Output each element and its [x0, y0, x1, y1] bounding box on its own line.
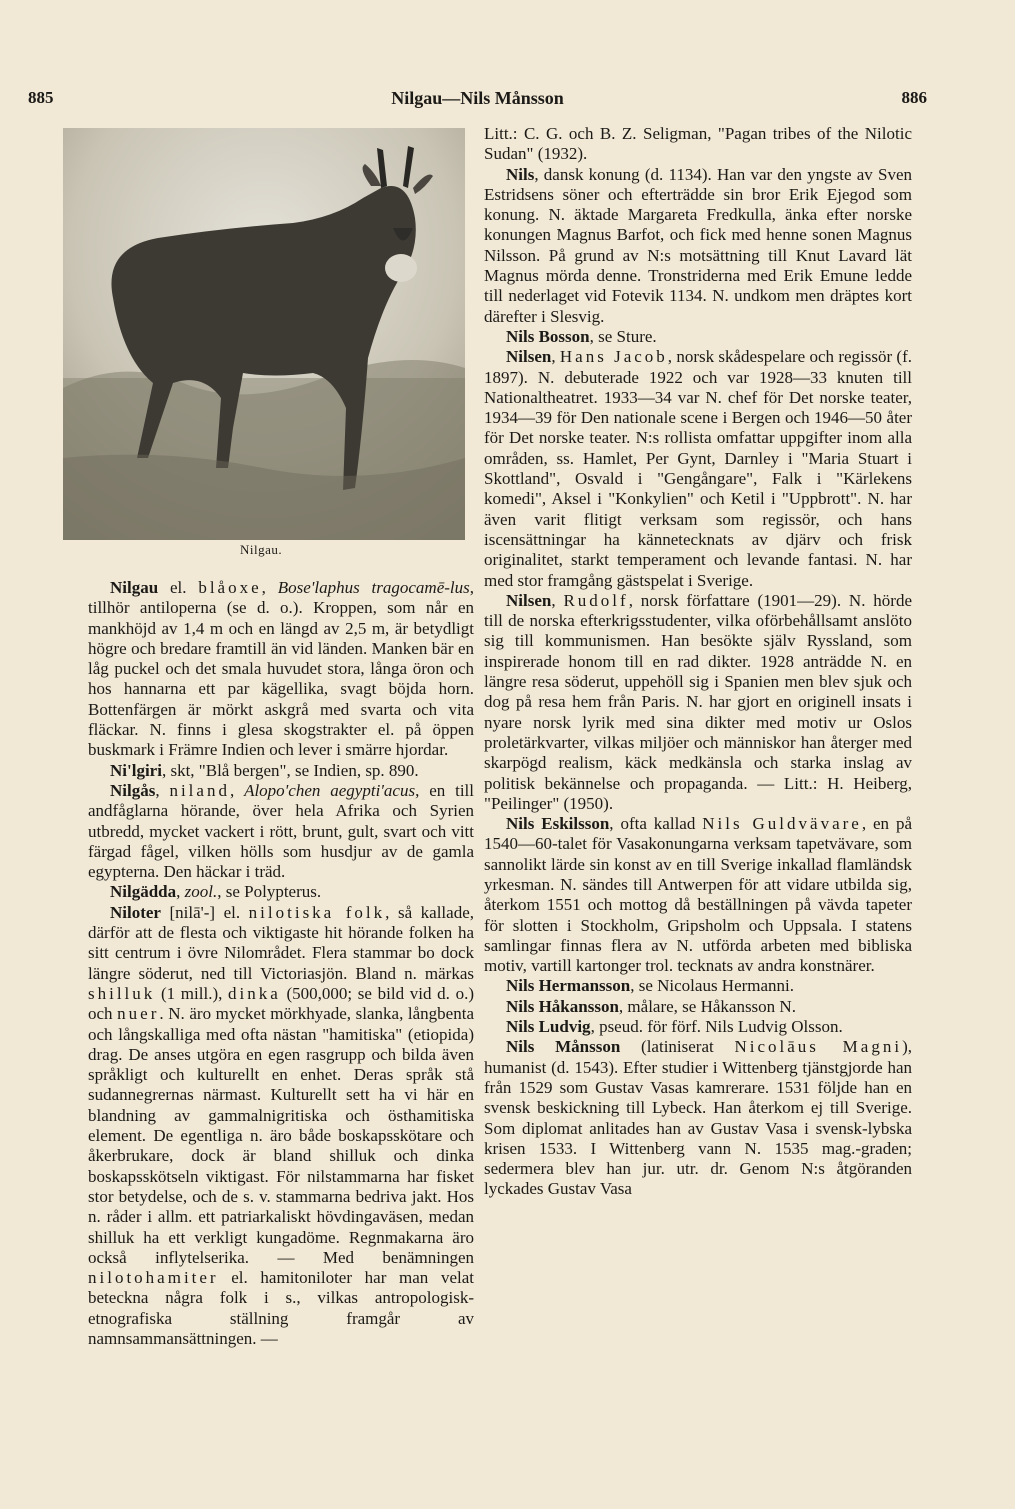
entry-text: , norsk skådespelare och regissör (f. 1897). N. debuterade 1922 och var 1928—33 knuten till Nationaltheatret. 1933—34 var N. chef för Det norske teater, 1934—39 för Den nationale scene i Bergen och 1946—50 åter för Det norske teater. N:s rollista omfattar uppgifter inom alla områden, ss. Hamlet, Per Gynt, Darnley i "Maria Stuart i Skottland", Osvald i "Gengångare", Falk i "Kärlekens komedi", Aksel i "Konkylien" och Ketil i "Uppbrott". N. har även varit flitigt verksam som regissör, och hans iscensättningar ha kännetecknats av djärv och frisk originalitet, starkt temperament och levande fantasi. N. har med stor framgång gästspelat i Sverige. — [484, 347, 912, 590]
entry-text: niland — [169, 780, 230, 800]
article-entry — [484, 976, 912, 996]
entry-headword: Nils Bosson — [506, 326, 590, 346]
entry-headword: Nilsen — [506, 590, 552, 610]
article-entry — [484, 327, 912, 347]
page-number-right: 886 — [901, 88, 927, 107]
entry-text: , — [155, 780, 170, 800]
article-entry — [484, 124, 912, 165]
page-title: Nilgau—Nils Månsson — [391, 88, 564, 108]
entry-text: , skt, "Blå bergen", se Indien, sp. 890. — [161, 760, 419, 780]
entry-text: zool. — [184, 882, 218, 902]
entry-text: , se Nicolaus Hermanni. — [630, 976, 795, 996]
entry-text: , en till andfåglarna hörande, över hela Afrika och Syrien utbredd, mycket vackert i rött, brunt, gult, svart och vitt färgad fågel, vilken hölls som husdjur av de gamla egypterna. Den häckar i träd. — [88, 780, 474, 882]
entry-text: , — [551, 347, 560, 367]
article-entry — [88, 761, 474, 781]
figure-caption: Nilgau. — [240, 542, 283, 557]
entry-headword: Nils Håkansson — [506, 996, 619, 1016]
entry-text: el. hamitoniloter har man velat beteckna några folk i s., vilkas antropologisk-etnografiska ställning framgår av namnsammansättningen. — — [88, 1268, 474, 1348]
article-entry — [484, 347, 912, 591]
entry-text: ), humanist (d. 1543). Efter studier i Wittenberg tjänstgjorde han från 1529 som Gustav Vasas kamrerare. 1531 följde han en svensk beskickning till Lybeck. Han återkom ej till Sverige. Som diplomat anlitades han av Gustav Vasa i svensk-lybska krisen 1533. I Wittenberg vann N. 1535 mag.-graden; sedermera blev han jur. utr. dr. Genom N:s åtgöranden lyckades Gustav Vasa — [484, 1037, 912, 1199]
article-entry — [484, 165, 912, 327]
article-entry — [88, 903, 474, 1350]
nilgau-photo — [63, 128, 465, 540]
entry-text: , norsk författare (1901—29). N. hörde till de norska efterkrigsstudenter, vilka oförbehållsamt anslöto sig till kommunismen. Han besökte själv Ryssland, som inspirerade honom till en rad dikter. 1928 anträdde N. en längre resa söderut, uppehöll sig i Spanien men blev sjuk och dog på resa hem från Paris. N. har gjort en originell insats i nyare norsk lyrik med sina dikter med motiv ur Oslos proletärkvarter, vilkas miljöer och människor han återger med skarpögd realism, käck medkänsla och starka inslag av politisk bekännelse och propaganda. — Litt.: H. Heiberg, "Peilinger" (1950). — [484, 590, 913, 813]
entry-headword: Nils Ludvig — [506, 1017, 591, 1037]
entry-text: , — [176, 882, 185, 902]
article-entry — [484, 591, 912, 814]
entry-headword: Nilgås — [110, 780, 156, 800]
entry-text: Alopo'chen aegypti'acus — [244, 780, 416, 800]
article-entry — [88, 578, 474, 761]
entry-text: [nilā'-] el. — [160, 902, 249, 922]
entry-text: nuer — [117, 1004, 160, 1024]
right-column — [484, 124, 912, 1200]
entry-headword: Nils Hermansson — [506, 976, 631, 996]
entry-text: blåoxe — [198, 578, 262, 597]
article-entry — [88, 781, 474, 882]
entry-text: , ofta kallad — [609, 814, 703, 834]
article-entry — [484, 814, 912, 976]
entry-text: , tillhör antiloperna (se d. o.). Kroppen, som når en mankhöjd av 1,4 m och en längd av 2,5 m, är betydligt högre och bredare framtill än vid länden. Manken bär en låg puckel och det smala huvudet stora, långa öron och hos hannarna ett par kägellika, svagt böjda horn. Bottenfärgen är mörkt askgrå med svarta och vita fläckar. N. finns i glesa skogstrakter el. på öppen buskmark i Främre Indien och lever i smärre hjordar. — [88, 578, 474, 760]
entry-text: (latiniserat — [620, 1037, 735, 1057]
entry-text: Rudolf — [563, 590, 629, 610]
entry-text: Nicolāus Magni — [734, 1037, 903, 1057]
entry-text: shilluk — [88, 983, 156, 1003]
entry-text: , en på 1540—60-talet för Vasakonungarna verksam tapetvävare, som sannolikt lärde sin konst av en till Sverige inkallad flamländsk yrkesman. N. sändes till Antwerpen för att vidare utbilda sig, återkom 1551 och mottog då beställningen på vävda tapeter för slotten i Stockholm, Gripsholm och Uppsala. I statens samlingar finnas flera av N. utförda arbeten med bibliska motiv, vartill kartonger trol. tecknats av andra konstnärer. — [484, 814, 912, 976]
entry-text: , se Sture. — [589, 326, 657, 346]
entry-text: , pseud. för förf. Nils Ludvig Olsson. — [590, 1017, 843, 1037]
entry-text: . N. äro mycket mörkhyade, slanka, långbenta och långskalliga med ofta nästan "hamitiska" (etiopida) drag. De anses utgöra en egen rasgrupp och bilda även språkligt och kulturellt en enhet. Deras språk stå sudannegrernas närmast. Kulturellt sett ha vi här en blandning av gammalnigritiska och östhamitiska element. De egentliga n. äro både boskapsskötare och åkerbrukare, dock är bland shilluk och dinka boskapsskötseln viktigast. För nilstammarna har fisket stor betydelse, och de s. v. stammarna bedriva jakt. Hos n. råder i allm. ett patriarkaliskt hövdingaväsen, medan shilluk ha ett verkligt kungadöme. Regnmakarna äro också inflytelserika. — Med benämningen — [88, 1004, 474, 1267]
article-entry — [484, 1037, 912, 1199]
entry-text: dinka — [228, 983, 281, 1003]
left-column — [88, 578, 474, 1349]
entry-text: nilotiska folk — [248, 902, 386, 922]
article-entry — [484, 1017, 912, 1037]
entry-text: , se Polypterus. — [217, 882, 322, 902]
entry-headword: Nilgädda — [110, 882, 177, 902]
entry-text: el. — [158, 578, 199, 597]
entry-text: , så kallade, därför att de flesta och viktigaste hit hörande folken ha sitt centrum i övre Nilområdet. Flera stammar bo dock längre söderut, ned till Victoriasjön. Bland n. märkas — [88, 902, 474, 983]
entry-text: Nils Guldvävare — [702, 814, 862, 834]
nilgau-antelope-illustration — [63, 128, 465, 540]
article-entry — [88, 882, 474, 902]
entry-headword: Nilgau — [110, 578, 159, 597]
page-header — [28, 88, 927, 118]
entry-headword: Nils Månsson — [506, 1037, 621, 1057]
entry-headword: Nilsen — [506, 347, 552, 367]
article-entry — [484, 997, 912, 1017]
entry-text: nilotohamiter — [88, 1268, 219, 1288]
entry-text: Litt.: C. G. och B. Z. Seligman, "Pagan tribes of the Nilotic Sudan" (1932). — [484, 124, 912, 164]
entry-text: , — [551, 590, 564, 610]
entry-text: , målare, se Håkansson N. — [618, 996, 796, 1016]
entry-text: (1 mill.), — [155, 983, 229, 1003]
entry-headword: Niloter — [110, 902, 161, 922]
entry-headword: Nils Eskilsson — [506, 814, 610, 834]
entry-text: Bose'laphus tragocamē-lus — [277, 578, 470, 597]
entry-text: (500,000; se bild vid d. o.) och — [88, 983, 474, 1024]
entry-text: Hans Jacob — [559, 347, 668, 367]
entry-headword: Nils — [506, 164, 535, 184]
entry-text: , — [229, 780, 245, 800]
page-number-left: 885 — [28, 88, 54, 107]
entry-headword: Ni'lgiri — [110, 760, 162, 780]
entry-text: , dansk konung (d. 1134). Han var den yngste av Sven Estridsens söner och efterträdde sin bror Erik Ejegod som konung. N. äktade Margareta Fredkulla, änka efter norske konungen Magnus Barfot, och fick med henne sonen Magnus Nilsson. På grund av N:s motsättning till Knut Lavard lät Magnus mörda denne. Tronstriderna med Erik Emune ledde till nederlaget vid Fotevik 1134. N. undkom men dräptes kort därefter i Slesvig. — [484, 164, 912, 326]
entry-text: , — [261, 578, 278, 597]
